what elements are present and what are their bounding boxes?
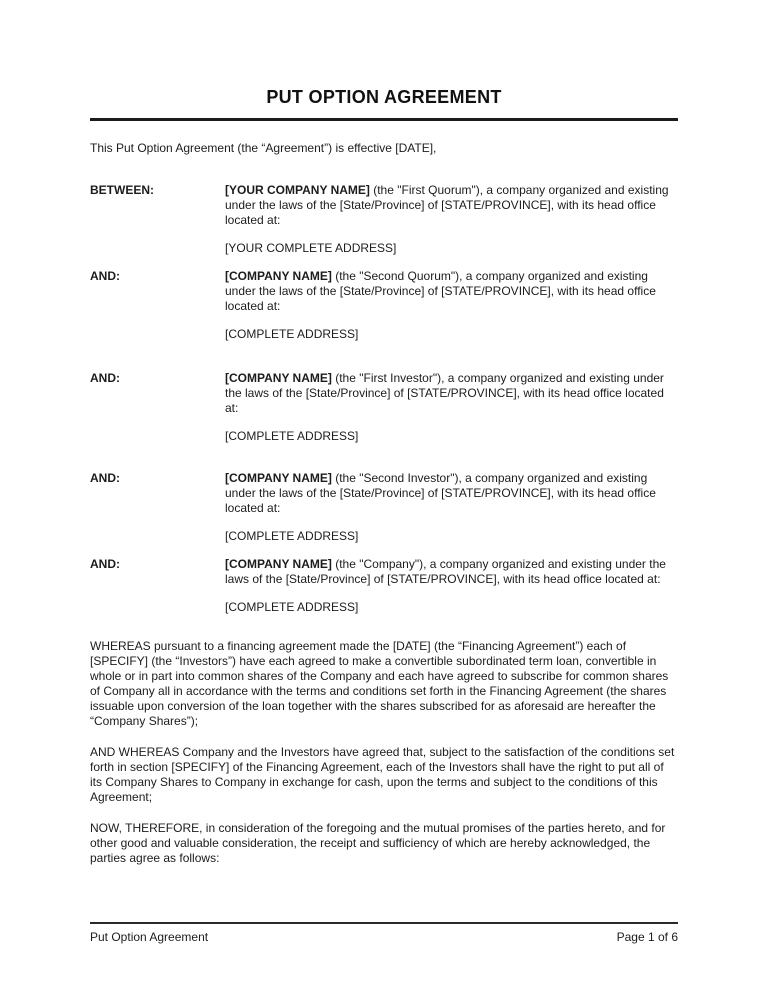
footer-doc-title: Put Option Agreement [90, 930, 209, 944]
party-label: AND: [90, 371, 120, 385]
party-address: [COMPLETE ADDRESS] [225, 429, 359, 443]
recitals-section [90, 639, 678, 866]
page-title: PUT OPTION AGREEMENT [266, 87, 502, 107]
party-body [225, 269, 678, 342]
intro-line: This Put Option Agreement (the “Agreement”) is effective [DATE], [90, 141, 437, 155]
party-description [225, 371, 678, 416]
party-body [225, 557, 678, 615]
party-row [90, 471, 678, 544]
party-description [225, 471, 678, 516]
party-body [225, 183, 678, 256]
party-address: [COMPLETE ADDRESS] [225, 600, 359, 614]
party-address: [YOUR COMPLETE ADDRESS] [225, 241, 397, 255]
party-name: [YOUR COMPANY NAME] [225, 183, 370, 197]
now-therefore-paragraph: NOW, THEREFORE, in consideration of the foregoing and the mutual promises of the parties hereto, and for other good and valuable consideration, the receipt and sufficiency of which are hereby acknowledged, the parties agree as follows: [90, 821, 666, 865]
and-whereas-paragraph: AND WHEREAS Company and the Investors have agreed that, subject to the satisfaction of the conditions set forth in section [SPECIFY] of the Financing Agreement, each of the Investors shall have the right to put all of its Company Shares to Company in exchange for cash, upon the terms and subject to the conditions of this Agreement; [90, 745, 675, 804]
party-label: AND: [90, 269, 120, 283]
party-row [90, 371, 678, 444]
party-text: (the "Second Investor"), a company organized and existing under the laws of the [State/Province] of [STATE/PROVINCE], with its head office located at: [225, 471, 656, 515]
party-name: [COMPANY NAME] [225, 471, 332, 485]
party-text: (the "Second Quorum"), a company organized and existing under the laws of the [State/Province] of [STATE/PROVINCE], with its head office located at: [225, 269, 656, 313]
party-body [225, 471, 678, 544]
parties-section [90, 183, 678, 615]
party-text: (the "First Quorum"), a company organized and existing under the laws of the [State/Province] of [STATE/PROVINCE], with its head office located at: [225, 183, 669, 227]
party-label: BETWEEN: [90, 183, 154, 197]
party-row [90, 183, 678, 256]
party-name: [COMPANY NAME] [225, 557, 332, 571]
party-text: (the "Company"), a company organized and existing under the laws of the [State/Province] of [STATE/PROVINCE], with its head office located at: [225, 557, 666, 586]
party-address: [COMPLETE ADDRESS] [225, 529, 359, 543]
page-footer [90, 922, 678, 945]
party-description [225, 557, 678, 587]
party-name: [COMPANY NAME] [225, 269, 332, 283]
title-rule [90, 118, 678, 121]
party-description [225, 183, 678, 228]
party-row [90, 557, 678, 615]
party-text: (the "First Investor"), a company organized and existing under the laws of the [State/Province] of [STATE/PROVINCE], with its head office located at: [225, 371, 664, 415]
party-body [225, 371, 678, 444]
party-row [90, 269, 678, 342]
party-name: [COMPANY NAME] [225, 371, 332, 385]
party-label: AND: [90, 557, 120, 571]
whereas-paragraph: WHEREAS pursuant to a financing agreement made the [DATE] (the “Financing Agreement”) each of [SPECIFY] (the “Investors”) have each agreed to make a convertible subordinated term loan, convertible in whole or in part into common shares of the Company and each have agreed to subscribe for common shares of Company all in accordance with the terms and conditions set forth in the Financing Agreement (the shares issuable upon conversion of the loan together with the shares subscribed for as aforesaid are hereafter the “Company Shares”); [90, 639, 669, 728]
party-address: [COMPLETE ADDRESS] [225, 327, 359, 341]
footer-page-number: Page 1 of 6 [616, 930, 678, 944]
party-description [225, 269, 678, 314]
party-label: AND: [90, 471, 120, 485]
